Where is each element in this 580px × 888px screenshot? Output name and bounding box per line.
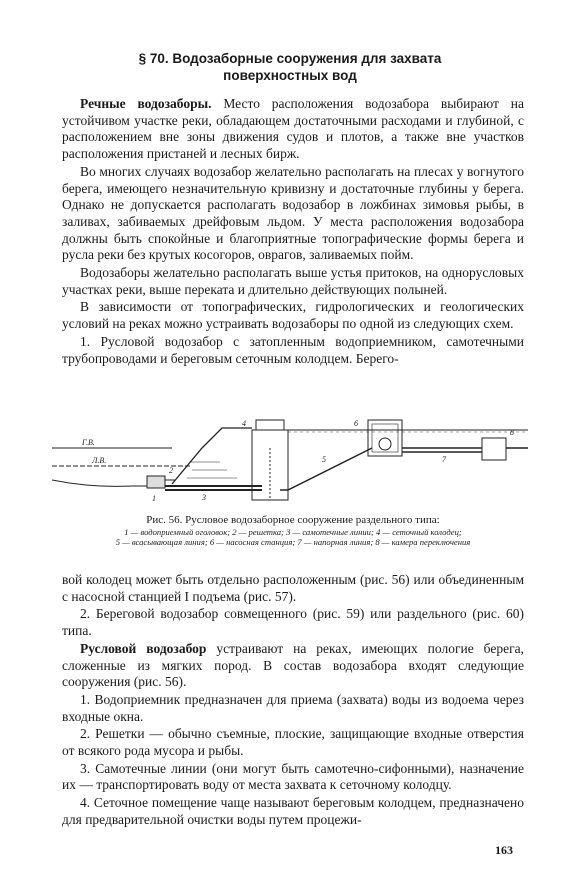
paragraph: 1. Водоприемник предназначен для приема (захвата) воды из водоема через входные окна.: [62, 691, 524, 724]
page-number: 163: [495, 843, 513, 857]
caption-title: Рис. 56. Русловое водозаборное сооружение раздельного типа:: [146, 514, 440, 526]
run-in-heading: Речные водозаборы.: [80, 96, 212, 111]
text-block-top: [62, 96, 524, 368]
screen-well-hood: [256, 420, 284, 430]
embankment-slope: [172, 428, 252, 484]
caption-legend-line: 1 — водоприемный оголовок; 2 — решетка; 3 — самотечные линии; 4 — сеточный колодец;: [124, 527, 462, 537]
slope-hatching: [187, 462, 237, 478]
part-label: 5: [322, 455, 326, 464]
paragraph: 2. Решетки — обычно съемные, плоские, защищающие входные отверстия от всякого рода мусора и рыбы.: [62, 726, 524, 759]
figure-caption: [60, 513, 526, 547]
part-label: 1: [152, 494, 156, 503]
part-label: 6: [354, 419, 358, 428]
part-label: 8: [510, 428, 514, 437]
heading-line-1: § 70. Водозаборные сооружения для захвата: [138, 51, 442, 66]
level-label-high: Г.В.: [82, 438, 95, 447]
paragraph: Водозаборы желательно располагать выше устья притоков, на однорусловых участках реки, выше переката и длительно действующих полыней.: [62, 265, 524, 297]
part-label: 7: [442, 455, 446, 464]
caption-legend-line: 5 — всасывающая линия; 6 — насосная станция; 7 — напорная линия; 8 — камера переключения: [115, 537, 471, 548]
switching-chamber: [482, 438, 506, 460]
text-block-bottom: [62, 572, 524, 830]
paragraph-text: Место расположения водозабора выбирают на устойчивом участке реки, обладающем достаточными расходами и глубиной, с расположением вне зоны движения судов и плотов, а также вне участков расположения пристаней и лесных бирж.: [62, 96, 524, 162]
intake-head: [147, 476, 165, 488]
part-label: 4: [242, 419, 246, 428]
paragraph: 2. Береговой водозабор совмещенного (рис. 59) или раздельного (рис. 60) типа.: [62, 606, 524, 639]
paragraph: вой колодец может быть отдельно расположенным (рис. 56) или объединенным с насосной станцией I подъема (рис. 57).: [62, 572, 524, 604]
level-label-low: Л.В.: [92, 456, 107, 465]
heading-line-2: поверхностных вод: [223, 68, 357, 83]
run-in-heading: Русловой водозабор: [80, 640, 207, 656]
paragraph: [62, 96, 524, 163]
paragraph-text: устраивают на реках, имеющих пологие берега, сложенные из мягких пород. В состав водозабора входят следующие сооружения (рис. 56).: [62, 640, 524, 690]
pump: [379, 438, 391, 450]
paragraph: 3. Самотечные линии (они могут быть самотечно-сифонными), назначение их — транспортировать воду от места захвата к сеточному колодцу.: [62, 760, 524, 793]
paragraph: В зависимости от топографических, гидрологических и геологических условий на реках можно устраивать водозаборы по одной из следующих схем.: [62, 299, 524, 332]
section-heading: [70, 50, 510, 84]
part-label: 3: [202, 493, 206, 502]
paragraph: Во многих случаях водозабор желательно располагать на плесах у вогнутого берега, имеющего незначительную кривизну и достаточные глубины у берега. Однако не допускается располагать водозабор в ложбинах зимовья рыбы, в заливах, забиваемых дрейфовым льдом. У места расположения водозабора должны быть спокойные и благоприятные топографические формы берега и русла реки без крутых косогоров, оврагов, заливаемых пойм.: [62, 163, 524, 263]
paragraph: [62, 641, 524, 691]
paragraph: 4. Сеточное помещение чаще называют береговым колодцем, предназначено для предварительной очистки воды путем процежи-: [62, 795, 524, 827]
suction-line: [280, 448, 372, 490]
river-bed-line: [52, 480, 147, 486]
figure-56-diagram: [52, 418, 528, 520]
part-label: 2: [169, 466, 173, 475]
paragraph: 1. Русловой водозабор с затопленным водоприемником, самотечными трубопроводами и береговым сеточным колодцем. Берего-: [62, 333, 524, 366]
